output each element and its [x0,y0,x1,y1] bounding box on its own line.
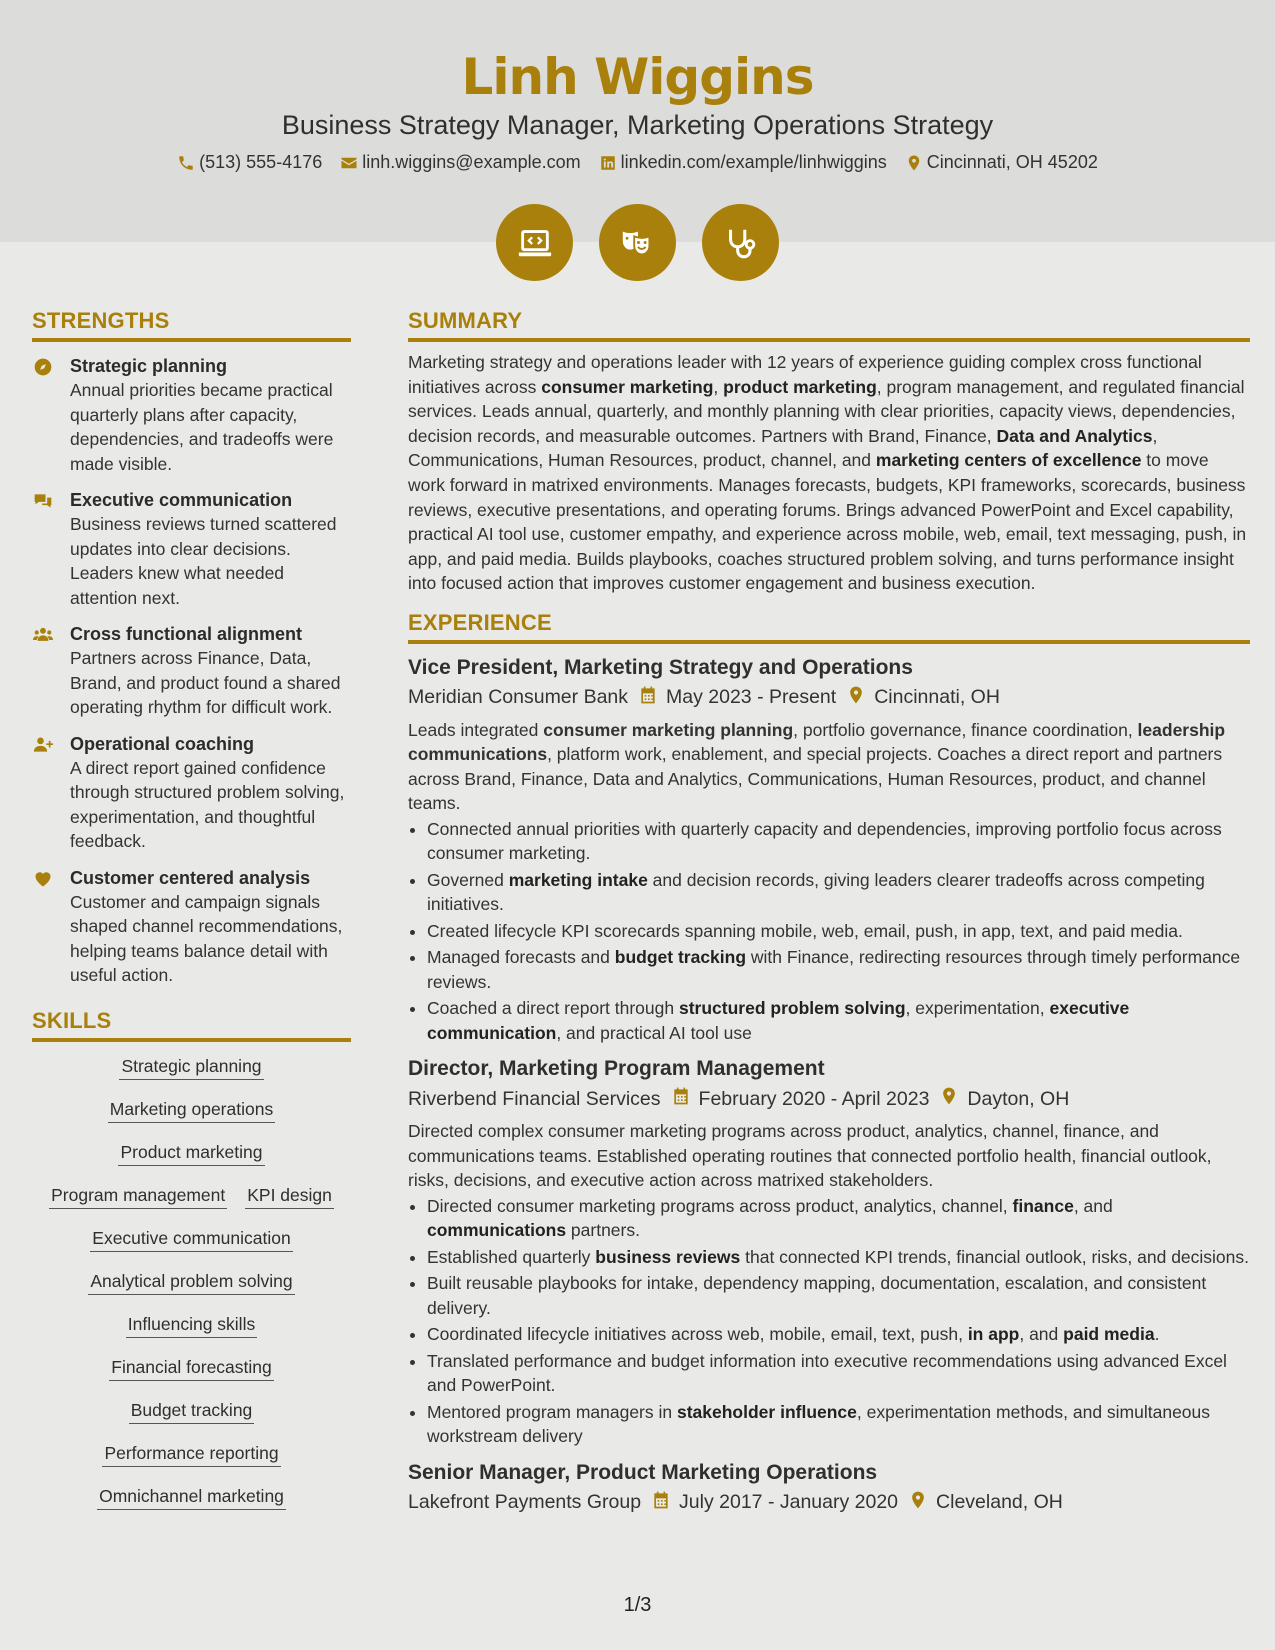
strength-item [32,866,351,988]
achievement-item [427,996,1250,1045]
bold-phrase: paid media [1063,1324,1155,1345]
skill-tag: Product marketing [118,1140,264,1166]
job-description [408,1119,1250,1193]
achievement-item [427,1245,1250,1270]
text-run: , experimentation methods, and simultaneous workstream delivery [427,1401,1211,1447]
skill-tag: KPI design [245,1183,334,1209]
map-marker-icon [846,685,866,711]
text-run: , Communications, Human Resources, product, channel, and [408,425,1158,471]
bold-phrase: leadership communications [408,719,1226,765]
bold-phrase: marketing intake [508,869,648,890]
skill-tag: Analytical problem solving [88,1269,294,1295]
company-name: Lakefront Payments Group [408,1491,642,1514]
text-run: Directed consumer marketing programs across product, analytics, channel, [427,1195,1013,1216]
compass-icon [32,357,54,377]
contact-phone [177,152,322,173]
text-run: , program management, and regulated financial services. Leads annual, quarterly, and monthly planning with clear priorities, capacity views, dependencies, decision records, and measurable outcomes. Partners with Brand, Finance, [408,376,1245,446]
experience-list [408,654,1250,1516]
text-run: . [1154,1324,1160,1345]
linkedin-icon [599,154,617,172]
job-title: Senior Manager, Product Marketing Operations [408,1460,878,1484]
bold-phrase: business reviews [595,1246,741,1267]
job-title: Vice President, Marketing Strategy and Operations [408,655,913,679]
contact-linkedin[interactable] [599,152,887,173]
text-run: Directed complex consumer marketing programs across product, analytics, channel, finance, and communications teams. Established operating routines that connected portfolio health, financial outlook, risks, decisions, and executive action across matrixed stakeholders. [408,1121,1212,1191]
stethoscope-icon [702,204,779,281]
strength-item [32,488,351,610]
left-column [32,308,351,1527]
candidate-title: Business Strategy Manager, Marketing Operations Strategy [281,110,994,140]
calendar-icon [638,685,658,711]
text-run: , and [1019,1324,1064,1345]
text-run: and decision records, giving leaders clearer tradeoffs across competing initiatives. [427,869,1205,915]
linkedin-text[interactable]: linkedin.com/example/linhwiggins [620,152,887,172]
job-description [408,718,1250,816]
location-text: Dayton, OH [967,1087,1070,1110]
skill-tag: Omnichannel marketing [97,1484,286,1510]
email-text[interactable]: linh.wiggins@example.com [362,152,581,172]
achievement-item [427,1349,1250,1398]
job-location [939,1086,1069,1112]
skill-tag: Budget tracking [129,1398,255,1424]
achievement-list [408,1194,1250,1449]
contact-email[interactable] [340,152,580,173]
text-run: Coached a direct report through [427,998,679,1019]
skill-tag: Financial forecasting [109,1355,274,1381]
page-number: 1/3 [623,1594,652,1616]
skills-list [32,1054,351,1527]
skill-tag: Executive communication [90,1226,292,1252]
achievement-list [408,817,1250,1046]
bold-phrase: product marketing [723,376,877,397]
text-run: , [713,376,724,397]
text-run: that connected KPI trends, financial outlook, risks, and decisions. [740,1246,1250,1267]
strength-desc: Partners across Finance, Data, Brand, and product found a shared operating rhythm for difficult work. [70,648,341,717]
job-location [908,1490,1063,1516]
strength-title: Strategic planning [70,356,228,376]
job-dates [651,1490,898,1516]
job-meta [408,685,1250,711]
heart-icon [32,869,54,889]
text-run: Marketing strategy and operations leader with 12 years of experience guiding complex cross functional initiatives across [408,352,1202,397]
skill-tag: Program management [49,1183,227,1209]
strength-desc: Business reviews turned scattered updates into clear decisions. Leaders knew what needed attention next. [70,514,337,608]
text-run: , experimentation, [905,998,1050,1019]
achievement-item [427,1271,1250,1320]
bold-phrase: executive communication [427,998,1130,1043]
phone-icon [177,154,195,172]
text-run: partners. [566,1220,640,1241]
summary-heading: SUMMARY [408,308,1250,342]
text-run: Established quarterly [427,1246,596,1267]
strengths-heading: STRENGTHS [32,308,351,342]
strength-item [32,354,351,476]
theater-masks-icon [599,204,676,281]
text-run: , and practical AI tool use [556,1022,752,1043]
text-run: Mentored program managers in [427,1401,677,1422]
strength-desc: Annual priorities became practical quarterly plans after capacity, dependencies, and tradeoffs were made visible. [70,380,334,474]
bold-phrase: Data and Analytics [996,425,1153,446]
bold-phrase: stakeholder influence [676,1401,857,1422]
bold-phrase: in app [967,1324,1020,1345]
contact-bar [0,152,1275,173]
users-icon [32,625,54,645]
achievement-item [427,919,1250,944]
laptop-code-icon [496,204,573,281]
text-run: with Finance, redirecting resources through timely performance reviews. [427,947,1241,992]
interest-badges [0,204,1275,281]
achievement-item [427,817,1250,866]
company-name: Meridian Consumer Bank [408,686,629,709]
achievement-item [427,1322,1250,1347]
text-run: Connected annual priorities with quarterly capacity and dependencies, improving portfolio focus across consumer marketing. [427,818,1222,864]
bold-phrase: consumer marketing [541,376,714,397]
calendar-icon [671,1086,691,1112]
bold-phrase: consumer marketing planning [543,719,794,740]
dates-text: February 2020 - April 2023 [698,1087,930,1110]
job-entry [408,654,1250,1046]
text-run: Leads integrated [408,719,544,740]
text-run: , portfolio governance, finance coordination, [793,719,1138,740]
strength-item [32,622,351,720]
location-text: Cincinnati, OH 45202 [926,152,1098,172]
text-run: , platform work, enablement, and special projects. Coaches a direct report and partners across Brand, Finance, Data and Analytics, Communications, Human Resources, product, and channel teams. [408,744,1223,814]
bold-phrase: marketing centers of excellence [875,450,1142,471]
job-meta [408,1490,1250,1516]
job-meta [408,1086,1250,1112]
contact-location [905,152,1098,173]
calendar-icon [651,1490,671,1516]
strength-title: Executive communication [70,490,293,510]
achievement-item [427,1194,1250,1243]
strength-title: Cross functional alignment [70,624,303,644]
job-title: Director, Marketing Program Management [408,1057,825,1081]
achievement-item [427,945,1250,994]
bold-phrase: finance [1012,1195,1074,1216]
job-entry [408,1055,1250,1449]
text-run: Built reusable playbooks for intake, dependency mapping, documentation, escalation, and consistent delivery. [427,1273,1207,1318]
map-marker-icon [939,1086,959,1112]
skill-tag: Marketing operations [108,1097,275,1123]
job-entry [408,1459,1250,1516]
text-run: , and [1073,1195,1113,1216]
comments-icon [32,491,54,511]
skill-tag: Performance reporting [102,1441,280,1467]
phone-text: (513) 555-4176 [199,152,323,172]
skill-tag: Influencing skills [126,1312,257,1338]
dates-text: July 2017 - January 2020 [679,1491,899,1514]
map-marker-icon [905,154,923,172]
skills-heading: SKILLS [32,1008,351,1042]
right-column [408,308,1250,1516]
strength-item [32,732,351,854]
job-dates [638,685,836,711]
bold-phrase: structured problem solving [678,998,906,1019]
text-run: to move work forward in matrixed environments. Manages forecasts, budgets, KPI frameworks, scorecards, business reviews, executive presentations, and operating forums. Brings advanced PowerPoint and Excel capability, practical AI tool use, customer empathy, and experience across mobile, web, email, text messaging, push, in app, and paid media. Builds playbooks, coaches structured problem solving, and turns performance insight into focused action that improves customer engagement and business execution. [408,450,1247,594]
achievement-item [427,868,1250,917]
bold-phrase: communications [427,1220,567,1241]
text-run: Created lifecycle KPI scorecards spanning mobile, web, email, push, in app, text, and paid media. [427,920,1183,941]
dates-text: May 2023 - Present [666,686,837,709]
text-run: Coordinated lifecycle initiatives across web, mobile, email, text, push, [427,1324,968,1345]
strength-desc: A direct report gained confidence through structured problem solving, experimentation, and thoughtful feedback. [70,757,345,851]
skill-tag: Strategic planning [119,1054,263,1080]
job-dates [671,1086,930,1112]
bold-phrase: budget tracking [614,947,747,968]
strength-desc: Customer and campaign signals shaped channel recommendations, helping teams balance detail with useful action. [70,891,343,985]
location-text: Cleveland, OH [936,1491,1063,1514]
text-run: Governed [427,869,509,890]
achievement-item [427,1400,1250,1449]
envelope-icon [340,154,358,172]
job-location [846,685,1000,711]
company-name: Riverbend Financial Services [408,1087,661,1110]
text-run: Translated performance and budget information into executive recommendations using advanced Excel and PowerPoint. [427,1350,1227,1396]
strength-title: Customer centered analysis [70,867,311,888]
location-text: Cincinnati, OH [874,686,1000,709]
user-plus-icon [32,735,54,755]
strength-title: Operational coaching [70,733,255,754]
map-marker-icon [908,1490,928,1516]
summary-text [408,350,1250,596]
text-run: Managed forecasts and [427,947,615,968]
candidate-name: Linh Wiggins [461,48,814,106]
experience-heading: EXPERIENCE [408,610,1250,644]
